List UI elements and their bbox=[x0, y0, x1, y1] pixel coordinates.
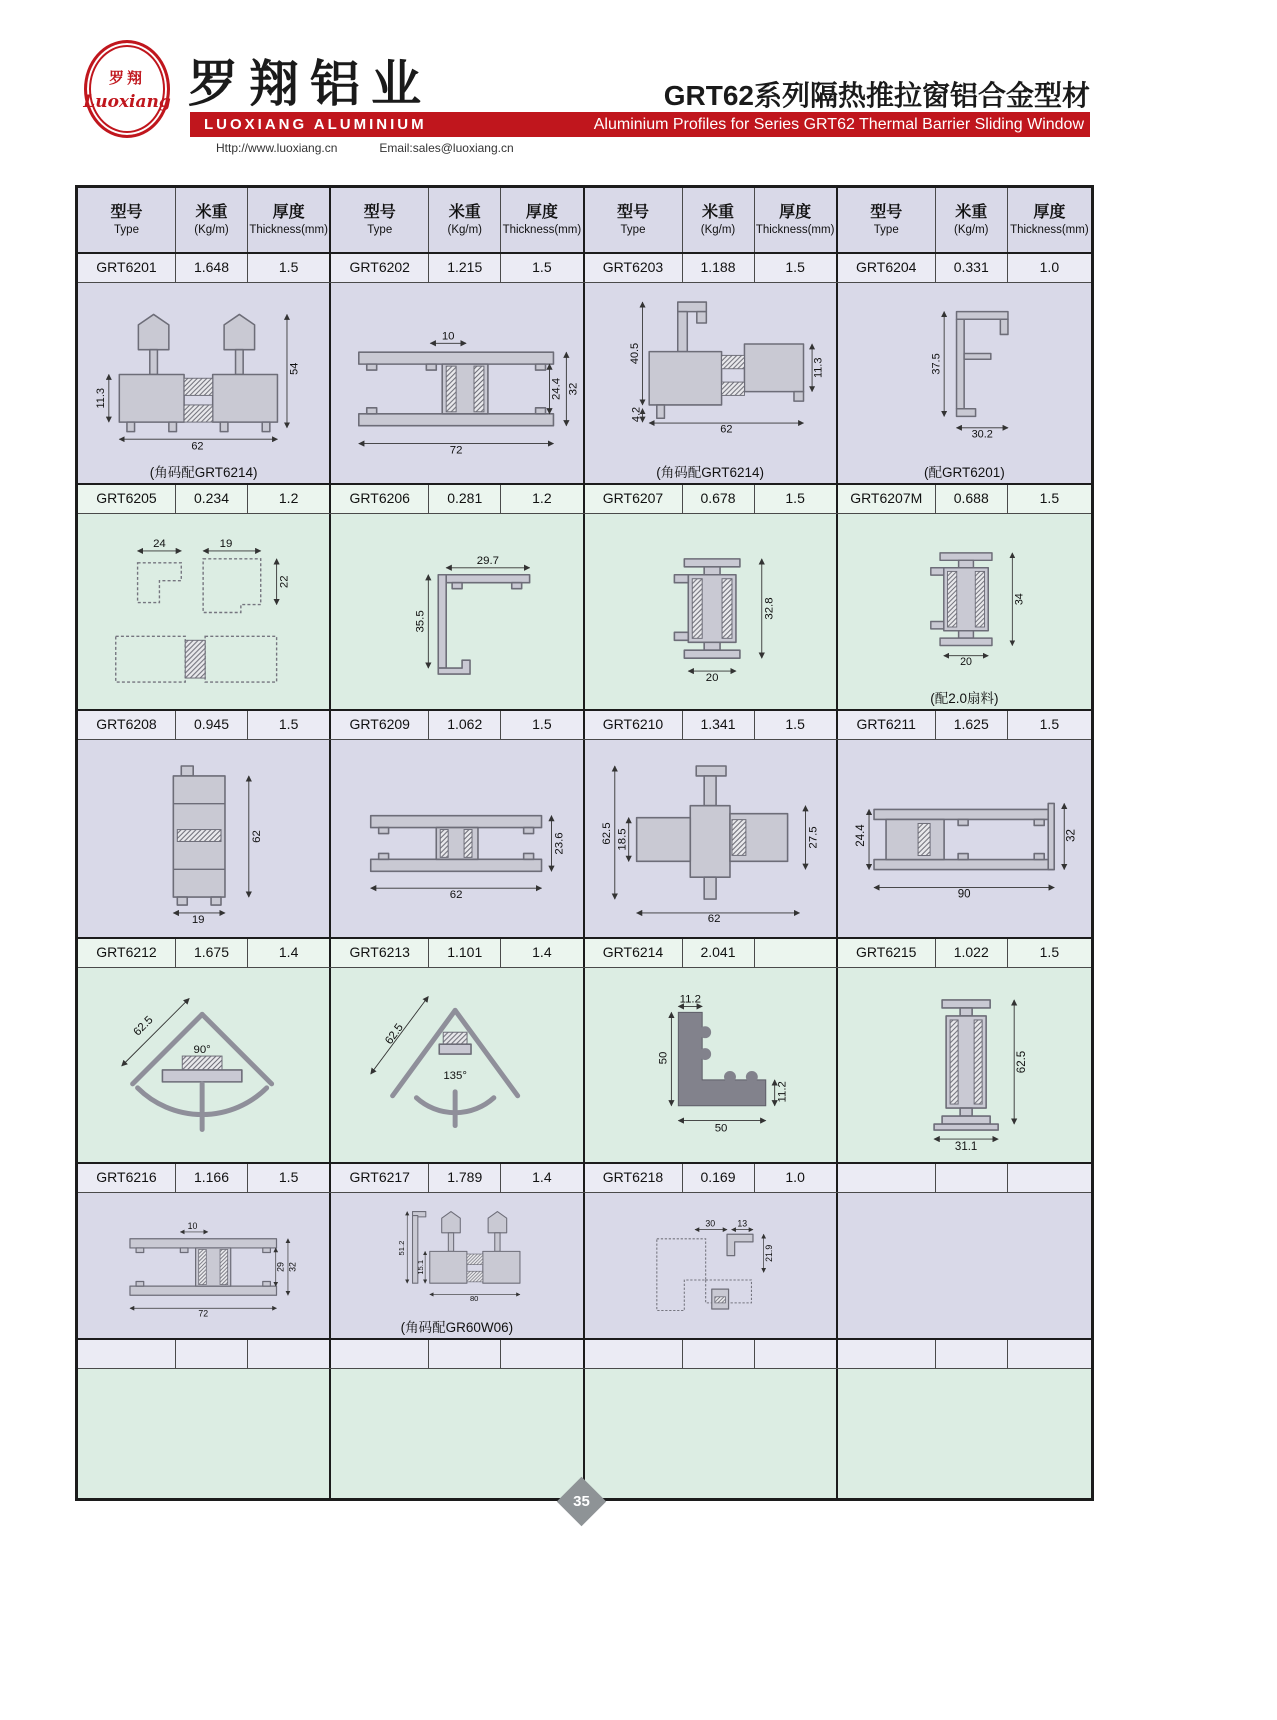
profile-thickness-cell: 1.4 bbox=[501, 939, 584, 967]
col-header-cn: 型号 bbox=[110, 203, 143, 221]
profile-thickness-cell bbox=[248, 1340, 331, 1368]
profile-drawing-grt6204 bbox=[838, 283, 1091, 464]
profile-thickness-cell: 1.5 bbox=[755, 485, 838, 513]
profile-type-cell: GRT6212 bbox=[78, 939, 176, 967]
col-header-en: (Kg/m) bbox=[700, 223, 736, 236]
profile-drawing-grt6207m bbox=[838, 514, 1091, 690]
profile-drawing-cell bbox=[331, 514, 584, 709]
col-header-cn: 型号 bbox=[616, 203, 649, 221]
dimension-label: 62.5 bbox=[131, 1014, 156, 1039]
profile-data-row bbox=[78, 254, 1091, 283]
profile-drawing-cell bbox=[331, 968, 584, 1162]
dimension-label: 30.2 bbox=[971, 428, 993, 441]
company-name-cn: 罗翔铝业 bbox=[188, 56, 432, 112]
profile-weight-cell: 0.331 bbox=[936, 254, 1008, 282]
profile-thickness-cell: 1.5 bbox=[755, 254, 838, 282]
drawing-row bbox=[78, 968, 1091, 1164]
col-header-en: Type bbox=[114, 223, 139, 236]
dimension-label: 62.5 bbox=[383, 1021, 407, 1047]
profile-drawing-cell bbox=[78, 1193, 331, 1338]
profile-weight-cell bbox=[936, 1164, 1008, 1192]
dimension-label: 32 bbox=[287, 1262, 298, 1272]
profile-type-cell: GRT6215 bbox=[838, 939, 936, 967]
col-header-en: (Kg/m) bbox=[954, 223, 989, 236]
profile-type-cell: GRT6217 bbox=[331, 1164, 429, 1192]
page-number: 35 bbox=[573, 1493, 590, 1510]
profile-type-cell: GRT6214 bbox=[585, 939, 683, 967]
dimension-label: 11.3 bbox=[812, 357, 825, 379]
profile-data-row bbox=[78, 711, 1091, 740]
profile-drawing-grt6205 bbox=[78, 514, 329, 709]
profile-weight-cell: 1.215 bbox=[429, 254, 501, 282]
profile-type-cell: GRT6210 bbox=[585, 711, 683, 739]
profile-type-cell: GRT6201 bbox=[78, 254, 176, 282]
col-header-en: Type bbox=[620, 223, 646, 236]
dimension-label: 62 bbox=[719, 423, 732, 436]
profile-weight-cell bbox=[429, 1340, 501, 1368]
dimension-label: 24.4 bbox=[550, 377, 563, 401]
profile-drawing-cell bbox=[838, 1369, 1091, 1498]
website-url: Http://www.luoxiang.cn bbox=[216, 141, 338, 155]
col-header-th bbox=[501, 188, 584, 252]
profile-drawing-grt6214 bbox=[585, 968, 836, 1162]
profile-type-cell: GRT6207M bbox=[838, 485, 936, 513]
profile-thickness-cell bbox=[755, 939, 838, 967]
profile-drawing-grt6206 bbox=[331, 514, 582, 709]
profile-type-cell bbox=[331, 1340, 429, 1368]
col-header-cn: 米重 bbox=[448, 203, 481, 221]
profile-type-cell: GRT6206 bbox=[331, 485, 429, 513]
dimension-label: 62.5 bbox=[1015, 1050, 1028, 1074]
profile-weight-cell: 0.234 bbox=[176, 485, 248, 513]
dimension-label: 29.7 bbox=[477, 554, 500, 567]
profile-thickness-cell: 1.5 bbox=[755, 711, 838, 739]
profile-drawing-cell bbox=[838, 1193, 1091, 1338]
contact-email: Email:sales@luoxiang.cn bbox=[379, 141, 514, 155]
col-header-cn: 米重 bbox=[955, 203, 988, 221]
dimension-label: 32.8 bbox=[763, 597, 776, 620]
drawing-row bbox=[78, 1193, 1091, 1340]
red-banner bbox=[190, 112, 1090, 137]
col-header-cn: 米重 bbox=[195, 203, 228, 221]
dimension-label: 62 bbox=[707, 912, 720, 925]
dimension-label: 27.5 bbox=[806, 826, 819, 849]
profile-weight-cell: 0.945 bbox=[176, 711, 248, 739]
profile-drawing-cell bbox=[331, 1193, 584, 1338]
dimension-label: 22 bbox=[278, 575, 291, 589]
profile-weight-cell: 1.188 bbox=[683, 254, 755, 282]
dimension-label: 24.4 bbox=[854, 824, 867, 847]
profile-thickness-cell: 1.4 bbox=[501, 1164, 584, 1192]
profile-note: (角码配GR60W06) bbox=[400, 1320, 514, 1335]
profile-drawing-cell bbox=[585, 1369, 838, 1498]
col-header-cn: 厚度 bbox=[1033, 203, 1066, 221]
col-header-type bbox=[331, 188, 429, 252]
dimension-label: 50 bbox=[656, 1051, 669, 1065]
dimension-label: 20 bbox=[959, 656, 972, 669]
logo-ring-icon bbox=[84, 40, 170, 138]
series-title-en: Aluminium Profiles for Series GRT62 Thermal Barrier Sliding Window bbox=[593, 115, 1084, 133]
profile-thickness-cell: 1.5 bbox=[1039, 944, 1060, 960]
profile-data-row bbox=[78, 1340, 1091, 1369]
profile-drawing-grt6218 bbox=[585, 1193, 836, 1338]
col-header-type bbox=[585, 188, 683, 252]
logo-text-cn: 罗翔 bbox=[108, 69, 145, 87]
profile-thickness-cell: 1.5 bbox=[1039, 716, 1060, 732]
profile-thickness-cell: 1.5 bbox=[1039, 490, 1060, 506]
drawing-row bbox=[78, 514, 1091, 711]
dimension-label: 31.1 bbox=[954, 1141, 978, 1154]
dimension-label: 35.5 bbox=[414, 610, 427, 633]
profile-weight-cell: 1.062 bbox=[429, 711, 501, 739]
profile-drawing-cell bbox=[78, 283, 331, 483]
profile-drawing-cell bbox=[331, 283, 584, 483]
profile-type-cell: GRT6218 bbox=[585, 1164, 683, 1192]
col-header-en: Type bbox=[367, 223, 393, 236]
profile-thickness-cell: 1.0 bbox=[755, 1164, 838, 1192]
profile-drawing-grt6216 bbox=[78, 1193, 329, 1338]
col-header-en: Thickness(mm) bbox=[1010, 223, 1089, 236]
col-header-cn: 型号 bbox=[870, 203, 903, 221]
dimension-label: 18.5 bbox=[616, 828, 629, 851]
col-header-type bbox=[838, 188, 936, 252]
profile-type-cell: GRT6209 bbox=[331, 711, 429, 739]
dimension-label: 29 bbox=[275, 1262, 286, 1272]
col-header-en: Thickness(mm) bbox=[755, 223, 835, 236]
profile-drawing-grt6215 bbox=[838, 968, 1091, 1162]
profile-weight-cell: 1.675 bbox=[176, 939, 248, 967]
profile-weight-cell: 1.789 bbox=[429, 1164, 501, 1192]
col-header-cn: 厚度 bbox=[525, 203, 558, 221]
profile-weight-cell bbox=[176, 1340, 248, 1368]
profile-thickness-cell bbox=[501, 1340, 584, 1368]
profile-type-cell: GRT6207 bbox=[585, 485, 683, 513]
profile-drawing-cell bbox=[585, 514, 838, 709]
profile-data-row bbox=[78, 939, 1091, 968]
dimension-label: 11.2 bbox=[679, 993, 701, 1006]
dimension-label: 4.2 bbox=[630, 406, 643, 423]
dimension-label: 21.9 bbox=[763, 1244, 774, 1262]
col-header-en: (Kg/m) bbox=[447, 223, 482, 236]
dimension-label: 50 bbox=[714, 1122, 727, 1135]
profile-type-cell: GRT6211 bbox=[838, 711, 936, 739]
profile-drawing-cell bbox=[78, 968, 331, 1162]
profile-data-row bbox=[78, 485, 1091, 514]
profile-drawing-grt6202 bbox=[331, 283, 582, 483]
profile-thickness-cell bbox=[755, 1340, 838, 1368]
profile-weight-cell: 0.688 bbox=[936, 485, 1008, 513]
profile-thickness-cell: 1.2 bbox=[501, 485, 584, 513]
dimension-label: 40.5 bbox=[628, 342, 641, 365]
profile-weight-cell bbox=[683, 1340, 755, 1368]
profile-drawing-cell bbox=[838, 740, 1091, 937]
dimension-label: 62 bbox=[450, 889, 463, 902]
profile-drawing-grt6203 bbox=[585, 283, 836, 464]
profile-drawing-grt6213 bbox=[331, 968, 582, 1162]
dimension-label: 13 bbox=[736, 1218, 747, 1229]
profile-type-cell bbox=[585, 1340, 683, 1368]
profile-drawing-grt6209 bbox=[331, 740, 582, 937]
dimension-label: 32 bbox=[567, 382, 580, 396]
profile-thickness-cell: 1.5 bbox=[248, 1164, 331, 1192]
col-header-cn: 厚度 bbox=[272, 203, 305, 221]
page-number-badge bbox=[557, 1477, 606, 1526]
profile-drawing-cell bbox=[78, 514, 331, 709]
col-header-kg bbox=[176, 188, 248, 252]
profile-drawing-cell bbox=[331, 740, 584, 937]
dimension-label: 19 bbox=[191, 913, 205, 926]
profile-weight-cell: 2.041 bbox=[683, 939, 755, 967]
profile-weight-cell: 1.022 bbox=[936, 939, 1008, 967]
col-header-th bbox=[755, 188, 838, 252]
profile-drawing-grt6201 bbox=[78, 283, 329, 464]
logo-text-script: Luoxiang bbox=[83, 91, 171, 112]
profile-type-cell: GRT6203 bbox=[585, 254, 683, 282]
col-header-kg bbox=[429, 188, 501, 252]
dimension-label: 62.5 bbox=[600, 822, 613, 845]
col-header-kg bbox=[683, 188, 755, 252]
profile-data-row bbox=[78, 1164, 1091, 1193]
profile-drawing-cell bbox=[585, 283, 838, 483]
company-logo bbox=[84, 40, 170, 138]
dimension-label: 10 bbox=[442, 330, 455, 343]
col-header-en: (Kg/m) bbox=[194, 223, 229, 236]
contact-line bbox=[216, 141, 556, 155]
profile-type-cell: GRT6205 bbox=[78, 485, 176, 513]
dimension-label: 32 bbox=[1065, 829, 1078, 842]
dimension-label: 23.6 bbox=[553, 832, 566, 855]
profile-thickness-cell: 1.4 bbox=[248, 939, 331, 967]
profile-drawing-cell bbox=[838, 514, 1091, 709]
profile-type-cell: GRT6202 bbox=[331, 254, 429, 282]
profile-note: (配GRT6201) bbox=[923, 465, 1005, 480]
col-header-en: Type bbox=[873, 223, 899, 236]
col-header-th bbox=[248, 188, 331, 252]
col-header-en: Thickness(mm) bbox=[249, 223, 328, 236]
dimension-label: 11.3 bbox=[95, 388, 108, 409]
dimension-label: 11.2 bbox=[776, 1081, 789, 1103]
profile-drawing-grt6211 bbox=[838, 740, 1091, 937]
dimension-label: 34 bbox=[1013, 593, 1026, 606]
profile-drawing-cell bbox=[585, 968, 838, 1162]
profile-note: (配2.0扇料) bbox=[930, 691, 999, 706]
profile-type-cell: GRT6216 bbox=[78, 1164, 176, 1192]
drawing-row bbox=[78, 1369, 1091, 1498]
profile-drawing-cell bbox=[585, 1193, 838, 1338]
profile-weight-cell: 1.101 bbox=[429, 939, 501, 967]
dimension-label: 62 bbox=[191, 440, 204, 453]
profile-weight-cell: 1.166 bbox=[176, 1164, 248, 1192]
profile-drawing-grt6207 bbox=[585, 514, 836, 709]
profile-type-cell: GRT6204 bbox=[838, 254, 936, 282]
profile-weight-cell: 0.169 bbox=[683, 1164, 755, 1192]
profile-thickness-cell: 1.0 bbox=[1039, 259, 1060, 275]
dimension-label: 90 bbox=[957, 888, 971, 901]
profile-weight-cell: 1.341 bbox=[683, 711, 755, 739]
dimension-label: 37.5 bbox=[930, 353, 943, 375]
profile-drawing-grt6217 bbox=[331, 1193, 582, 1319]
profile-weight-cell: 0.281 bbox=[429, 485, 501, 513]
dimension-label: 19 bbox=[219, 537, 233, 550]
dimension-label: 80 bbox=[470, 1294, 479, 1304]
col-header-cn: 米重 bbox=[701, 203, 734, 221]
profile-weight-cell: 1.648 bbox=[176, 254, 248, 282]
profile-type-cell bbox=[838, 1164, 936, 1192]
profile-thickness-cell bbox=[1008, 1340, 1091, 1368]
drawing-row bbox=[78, 283, 1091, 485]
profile-thickness-cell bbox=[1008, 1164, 1091, 1192]
profile-drawing-cell bbox=[78, 1369, 331, 1498]
dimension-label: 90° bbox=[193, 1044, 211, 1057]
col-header-cn: 型号 bbox=[363, 203, 396, 221]
profile-drawing-cell bbox=[331, 1369, 584, 1498]
dimension-label: 20 bbox=[705, 672, 718, 685]
profile-drawing-cell bbox=[585, 740, 838, 937]
profile-drawing-cell bbox=[78, 740, 331, 937]
col-header-type bbox=[78, 188, 176, 252]
dimension-label: 62 bbox=[250, 830, 263, 843]
profile-weight-cell: 0.678 bbox=[683, 485, 755, 513]
drawing-row bbox=[78, 740, 1091, 939]
profile-thickness-cell: 1.2 bbox=[248, 485, 331, 513]
profile-type-cell bbox=[838, 1340, 936, 1368]
profile-drawing-grt6212 bbox=[78, 968, 329, 1162]
col-header-th bbox=[1008, 188, 1091, 252]
company-name-en: LUOXIANG ALUMINIUM bbox=[204, 116, 427, 133]
profile-note: (角码配GRT6214) bbox=[656, 465, 765, 480]
profile-drawing-cell bbox=[838, 283, 1091, 483]
dimension-label: 10 bbox=[187, 1220, 198, 1231]
dimension-label: 72 bbox=[450, 444, 463, 457]
profile-thickness-cell: 1.5 bbox=[501, 254, 584, 282]
profile-thickness-cell: 1.5 bbox=[501, 711, 584, 739]
dimension-label: 15.1 bbox=[416, 1259, 426, 1275]
dimension-label: 24 bbox=[153, 537, 166, 550]
dimension-label: 51.2 bbox=[397, 1240, 407, 1256]
profile-note: (角码配GRT6214) bbox=[149, 465, 258, 480]
profile-type-cell: GRT6213 bbox=[331, 939, 429, 967]
dimension-label: 30 bbox=[704, 1218, 715, 1229]
col-header-en: Thickness(mm) bbox=[502, 223, 582, 236]
profile-type-cell: GRT6208 bbox=[78, 711, 176, 739]
dimension-label: 72 bbox=[198, 1308, 209, 1319]
col-header-kg bbox=[936, 188, 1008, 252]
col-header-cn: 厚度 bbox=[779, 203, 812, 221]
profile-thickness-cell: 1.5 bbox=[248, 711, 331, 739]
profile-type-cell bbox=[78, 1340, 176, 1368]
profiles-table bbox=[75, 185, 1094, 1501]
profile-weight-cell: 1.625 bbox=[936, 711, 1008, 739]
profile-weight-cell bbox=[936, 1340, 1008, 1368]
dimension-label: 135° bbox=[443, 1069, 468, 1082]
profile-thickness-cell: 1.5 bbox=[248, 254, 331, 282]
profile-drawing-cell bbox=[838, 968, 1091, 1162]
profile-drawing-grt6208 bbox=[78, 740, 329, 937]
profile-drawing-grt6210 bbox=[585, 740, 836, 937]
series-title-cn: GRT62系列隔热推拉窗铝合金型材 bbox=[663, 80, 1090, 111]
table-header-row bbox=[78, 188, 1091, 254]
dimension-label: 54 bbox=[288, 362, 301, 375]
